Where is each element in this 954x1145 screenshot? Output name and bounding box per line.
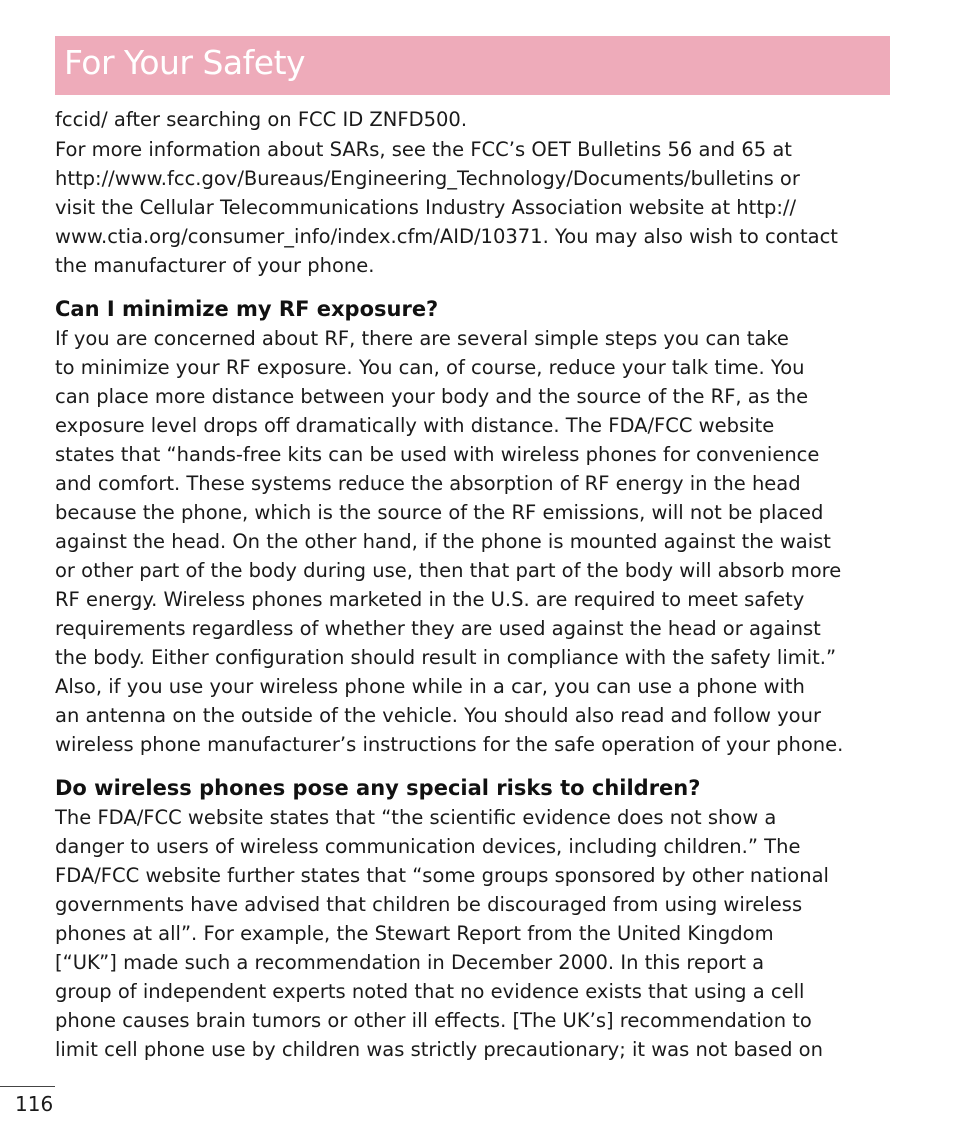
- text-line: For more information about SARs, see the FCC’s OET Bulletins 56 and 65 at: [55, 138, 792, 161]
- text-line: because the phone, which is the source of the RF emissions, will not be placed: [55, 501, 824, 524]
- text-line: www.ctia.org/consumer_info/index.cfm/AID/10371. You may also wish to contact: [55, 225, 838, 248]
- page-content: [55, 105, 895, 1064]
- text-line: danger to users of wireless communication devices, including children.” The: [55, 835, 801, 858]
- section-title: For Your Safety: [64, 43, 306, 82]
- rf-exposure-paragraph: [55, 324, 895, 759]
- text-line: If you are concerned about RF, there are several simple steps you can take: [55, 327, 789, 350]
- page-number: 116: [15, 1092, 54, 1116]
- footer-rule: [0, 1086, 55, 1087]
- text-line: the body. Either configuration should result in compliance with the safety limit.”: [55, 646, 837, 669]
- text-line: [“UK”] made such a recommendation in December 2000. In this report a: [55, 951, 765, 974]
- text-line: phone causes brain tumors or other ill effects. [The UK’s] recommendation to: [55, 1009, 812, 1032]
- text-line: exposure level drops off dramatically with distance. The FDA/FCC website: [55, 414, 775, 437]
- text-line: RF energy. Wireless phones marketed in the U.S. are required to meet safety: [55, 588, 805, 611]
- text-line: against the head. On the other hand, if the phone is mounted against the waist: [55, 530, 831, 553]
- rf-exposure-heading: Can I minimize my RF exposure?: [55, 297, 439, 321]
- children-risks-heading: Do wireless phones pose any special risks to children?: [55, 776, 701, 800]
- text-line: an antenna on the outside of the vehicle. You should also read and follow your: [55, 704, 821, 727]
- text-line: FDA/FCC website further states that “some groups sponsored by other national: [55, 864, 829, 887]
- text-line: limit cell phone use by children was strictly precautionary; it was not based on: [55, 1038, 823, 1061]
- section-header-bar: [55, 36, 890, 95]
- text-line: visit the Cellular Telecommunications Industry Association website at http://: [55, 196, 797, 219]
- intro-fccid-line: [55, 105, 895, 134]
- text-line: can place more distance between your body and the source of the RF, as the: [55, 385, 809, 408]
- text-line: requirements regardless of whether they are used against the head or against: [55, 617, 821, 640]
- text-line: governments have advised that children be discouraged from using wireless: [55, 893, 803, 916]
- text-line: Also, if you use your wireless phone while in a car, you can use a phone with: [55, 675, 805, 698]
- text-line: wireless phone manufacturer’s instructions for the safe operation of your phone.: [55, 733, 844, 756]
- text-line: fccid/ after searching on FCC ID ZNFD500.: [55, 108, 468, 131]
- children-risks-paragraph: [55, 803, 895, 1064]
- text-line: and comfort. These systems reduce the absorption of RF energy in the head: [55, 472, 801, 495]
- text-line: the manufacturer of your phone.: [55, 254, 375, 277]
- text-line: group of independent experts noted that no evidence exists that using a cell: [55, 980, 805, 1003]
- text-line: phones at all”. For example, the Stewart Report from the United Kingdom: [55, 922, 774, 945]
- text-line: The FDA/FCC website states that “the scientific evidence does not show a: [55, 806, 777, 829]
- text-line: or other part of the body during use, then that part of the body will absorb more: [55, 559, 842, 582]
- text-line: states that “hands-free kits can be used with wireless phones for convenience: [55, 443, 820, 466]
- text-line: to minimize your RF exposure. You can, of course, reduce your talk time. You: [55, 356, 805, 379]
- text-line: http://www.fcc.gov/Bureaus/Engineering_Technology/Documents/bulletins or: [55, 167, 800, 190]
- intro-more-info-paragraph: [55, 135, 895, 280]
